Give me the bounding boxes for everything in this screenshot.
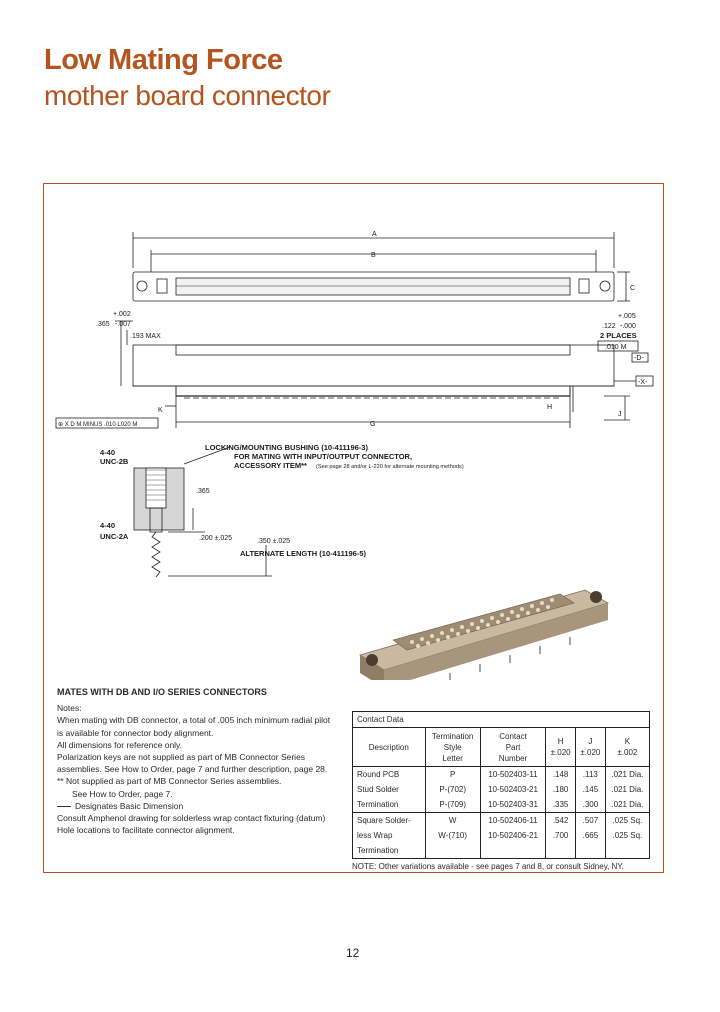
dim-b-label: B [371,252,376,259]
alt-length: ALTERNATE LENGTH (10-411196-5) [240,549,367,558]
dim-h-label: H [547,404,553,411]
unc2b-thread: 4-40 [100,448,116,457]
unc2b-label: UNC-2B [100,457,129,466]
datum-d: -D- [634,355,644,362]
tol-365: .365 [96,321,110,328]
table-row: Termination [353,843,650,859]
note-5: Designates Basic Dimension [75,800,184,811]
notes-heading: MATES WITH DB AND I/O SERIES CONNECTORS [57,687,267,697]
header-j: J ±.020 [576,728,606,767]
table-note: NOTE: Other variations available - see pages 7 and 8, or consult Sidney, NY. [352,862,624,871]
bushing-line-3-note: (See page 28 and/or L-220 for alternate mounting methods) [316,464,464,470]
dim-365-detail: .365 [196,488,210,495]
bushing-line-2: FOR MATING WITH INPUT/OUTPUT CONNECTOR, [234,452,413,461]
fcf-bottom: ⊕ X D M MINUS .010 L020 M [58,422,138,428]
table-row: Round PCB P 10-502403-11 .148 .113 .021 Dia. [353,767,650,783]
header-description: Description [353,728,426,767]
note-3: Polarization keys are not supplied as part of MB Connector Series assemblies. See How to Order, page 7 and further description, page 28. [57,752,328,775]
datum-x: -X- [638,379,648,386]
table-row: Square Solder- W 10-502406-11 .542 .507 .025 Sq. [353,813,650,829]
note-4b: See How to Order, page 7. [72,788,173,799]
table-row: Stud Solder P-(702) 10-502403-21 .180 .145 .021 Dia. [353,782,650,797]
header-h: H ±.020 [546,728,576,767]
basic-dimension-symbol [57,806,71,807]
table-caption: Contact Data [353,712,650,728]
contact-data-table [352,711,650,859]
two-places: 2 PLACES [600,331,637,340]
page-title: Low Mating Force [44,44,283,76]
max-193: .193 MAX [130,333,161,340]
fcf-right: .010 M [605,344,627,351]
notes-section [57,686,333,836]
unc2a-label: UNC-2A [100,532,129,541]
contact-data-table-wrap [352,711,652,871]
dim-350: .350 ±.025 [257,538,291,545]
header-k: K ±.002 [605,728,649,767]
bushing-line-3: ACCESSORY ITEM** [234,461,307,470]
bushing-line-1: LOCKING/MOUNTING BUSHING (10-411196-3) [205,443,368,452]
tol-plus005: +.005 [618,313,636,320]
connector-illustration [360,590,608,680]
tol-minus007: -.007 [115,321,131,328]
header-part: Contact Part Number [480,728,545,767]
tol-122: .122 [602,323,616,330]
tol-plus002: +.002 [113,311,131,318]
note-1: When mating with DB connector, a total of .005 inch minimum radial pilot is available for connector body alignment. [57,715,331,738]
note-2: All dimensions for reference only. [57,739,183,750]
page-number: 12 [346,946,360,960]
unc2a-thread: 4-40 [100,521,116,530]
dim-200: .200 ±.025 [199,535,233,542]
notes-label: Notes: [57,703,82,714]
note-6: Consult Amphenol drawing for solderless wrap contact fixturing (datum) Hole locations to facilitate connector alignment. [57,813,326,836]
tol-minus000: -.000 [620,323,636,330]
table-row: Termination P-(709) 10-502403-31 .335 .300 .021 Dia. [353,797,650,813]
dim-a-label: A [372,231,377,238]
page-subtitle: mother board connector [44,80,331,111]
dim-g-label: G [370,421,376,428]
note-4a: ** Not supplied as part of MB Connector Series assemblies. [57,776,282,787]
header-termination: Termination Style Letter [425,728,480,767]
dim-k-label: K [158,407,163,414]
dim-c-label: C [630,285,636,292]
table-row: less Wrap W-(710) 10-502406-21 .700 .665 .025 Sq. [353,828,650,843]
dim-j-label: J [618,411,622,418]
